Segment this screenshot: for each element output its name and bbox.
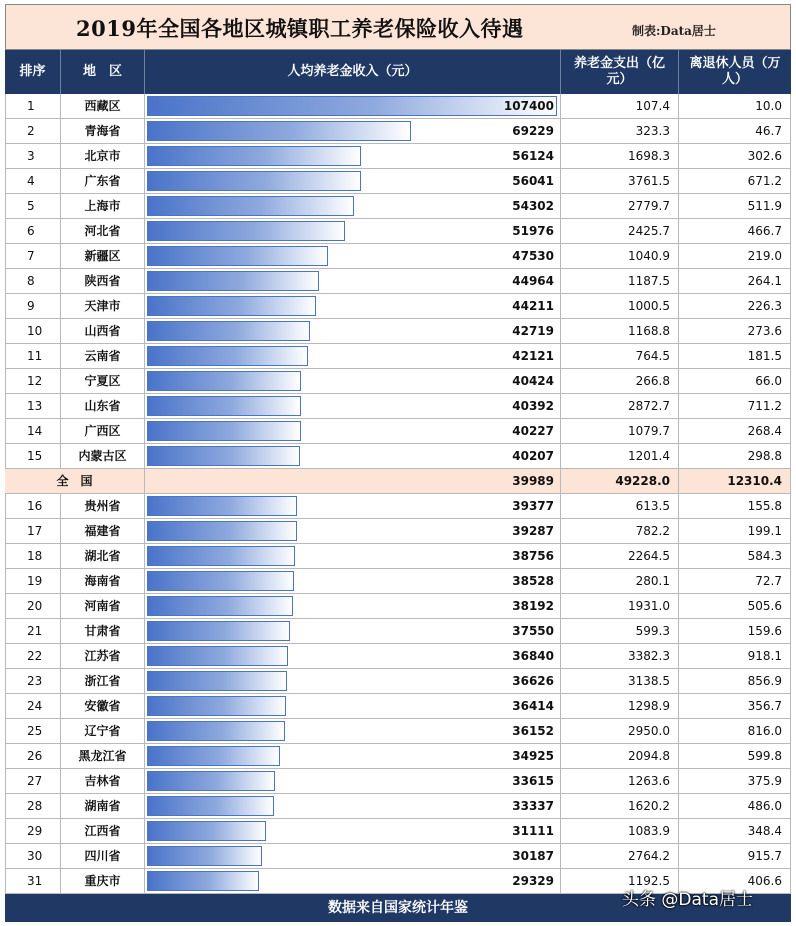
income-value: 36626	[512, 674, 554, 688]
income-cell	[145, 144, 561, 168]
income-value: 37550	[512, 624, 554, 638]
spend-cell: 1187.5	[561, 269, 679, 293]
region-cell: 陕西省	[61, 269, 145, 293]
income-bar	[147, 421, 301, 441]
income-bar	[147, 621, 290, 641]
table-row	[5, 544, 791, 569]
table-row	[5, 269, 791, 294]
rank-cell: 13	[5, 394, 61, 418]
rank-cell: 25	[5, 719, 61, 743]
table-row	[5, 444, 791, 469]
spend-cell: 613.5	[561, 494, 679, 518]
rank-cell: 22	[5, 644, 61, 668]
income-value: 44964	[512, 274, 554, 288]
people-cell: 226.3	[679, 294, 791, 318]
people-cell: 302.6	[679, 144, 791, 168]
region-cell: 河南省	[61, 594, 145, 618]
income-cell	[145, 844, 561, 868]
spend-cell: 3761.5	[561, 169, 679, 193]
spend-cell: 1192.5	[561, 869, 679, 893]
income-bar	[147, 796, 274, 816]
people-cell: 466.7	[679, 219, 791, 243]
rank-cell: 7	[5, 244, 61, 268]
table-row	[5, 619, 791, 644]
rank-cell: 19	[5, 569, 61, 593]
income-cell	[145, 169, 561, 193]
table-row	[5, 694, 791, 719]
people-cell: 264.1	[679, 269, 791, 293]
table-frame	[5, 4, 791, 922]
income-cell	[145, 769, 561, 793]
spend-cell: 107.4	[561, 94, 679, 118]
table-row	[5, 219, 791, 244]
income-bar	[147, 521, 297, 541]
income-cell	[145, 869, 561, 893]
income-bar	[147, 746, 280, 766]
income-value: 40392	[512, 399, 554, 413]
spend-cell: 2950.0	[561, 719, 679, 743]
region-cell: 湖北省	[61, 544, 145, 568]
income-cell	[145, 244, 561, 268]
people-cell: 298.8	[679, 444, 791, 468]
income-value: 42121	[512, 349, 554, 363]
income-bar	[147, 196, 354, 216]
rank-cell: 31	[5, 869, 61, 893]
income-cell	[145, 594, 561, 618]
people-cell: 10.0	[679, 94, 791, 118]
rank-cell: 27	[5, 769, 61, 793]
income-cell	[145, 619, 561, 643]
income-value: 39287	[512, 524, 554, 538]
footer-source: 数据来自国家统计年鉴	[5, 894, 791, 922]
region-cell: 浙江省	[61, 669, 145, 693]
page-title: 2019年全国各地区城镇职工养老保险收入待遇	[76, 16, 524, 41]
income-cell	[145, 794, 561, 818]
people-cell: 199.1	[679, 519, 791, 543]
rank-cell: 9	[5, 294, 61, 318]
table-row	[5, 344, 791, 369]
spend-cell: 49228.0	[561, 469, 679, 493]
income-value: 29329	[512, 874, 554, 888]
income-cell	[145, 744, 561, 768]
income-value: 31111	[512, 824, 554, 838]
income-value: 51976	[512, 224, 554, 238]
people-cell: 511.9	[679, 194, 791, 218]
region-cell: 上海市	[61, 194, 145, 218]
region-cell: 贵州省	[61, 494, 145, 518]
people-cell: 816.0	[679, 719, 791, 743]
income-value: 38528	[512, 574, 554, 588]
income-bar	[147, 571, 294, 591]
spend-cell: 1298.9	[561, 694, 679, 718]
income-value: 56124	[512, 149, 554, 163]
spend-cell: 1263.6	[561, 769, 679, 793]
income-bar	[147, 446, 300, 466]
income-cell	[145, 494, 561, 518]
spend-cell: 3138.5	[561, 669, 679, 693]
region-cell: 山西省	[61, 319, 145, 343]
people-cell: 584.3	[679, 544, 791, 568]
spend-cell: 1201.4	[561, 444, 679, 468]
income-cell	[145, 669, 561, 693]
income-value: 38756	[512, 549, 554, 563]
income-bar	[147, 121, 411, 141]
table-row	[5, 119, 791, 144]
national-label: 全 国	[5, 469, 145, 493]
income-cell	[145, 819, 561, 843]
people-cell: 46.7	[679, 119, 791, 143]
rank-cell: 17	[5, 519, 61, 543]
table-row	[5, 94, 791, 119]
table-row	[5, 419, 791, 444]
rank-cell: 11	[5, 344, 61, 368]
income-bar	[147, 396, 301, 416]
income-value: 39989	[512, 474, 554, 488]
table-row	[5, 144, 791, 169]
table-row	[5, 744, 791, 769]
rank-cell: 6	[5, 219, 61, 243]
rank-cell: 8	[5, 269, 61, 293]
people-cell: 273.6	[679, 319, 791, 343]
people-cell: 72.7	[679, 569, 791, 593]
people-cell: 356.7	[679, 694, 791, 718]
spend-cell: 1083.9	[561, 819, 679, 843]
income-cell	[145, 469, 561, 493]
region-cell: 西藏区	[61, 94, 145, 118]
people-cell: 505.6	[679, 594, 791, 618]
income-bar	[147, 596, 293, 616]
income-cell	[145, 394, 561, 418]
credit-label: 制表:Data居士	[632, 24, 716, 38]
income-bar	[147, 96, 557, 116]
income-cell	[145, 94, 561, 118]
income-value: 40207	[512, 449, 554, 463]
people-cell: 406.6	[679, 869, 791, 893]
income-value: 30187	[512, 849, 554, 863]
table-row	[5, 644, 791, 669]
income-cell	[145, 369, 561, 393]
income-value: 40227	[512, 424, 554, 438]
income-bar	[147, 246, 328, 266]
income-value: 40424	[512, 374, 554, 388]
income-value: 36414	[512, 699, 554, 713]
income-cell	[145, 269, 561, 293]
income-bar	[147, 221, 345, 241]
people-cell: 915.7	[679, 844, 791, 868]
spend-cell: 1000.5	[561, 294, 679, 318]
table-row	[5, 569, 791, 594]
region-cell: 云南省	[61, 344, 145, 368]
rank-cell: 10	[5, 319, 61, 343]
income-cell	[145, 194, 561, 218]
spend-cell: 764.5	[561, 344, 679, 368]
income-cell	[145, 294, 561, 318]
people-cell: 181.5	[679, 344, 791, 368]
spend-cell: 1168.8	[561, 319, 679, 343]
rank-cell: 24	[5, 694, 61, 718]
income-bar	[147, 871, 259, 891]
region-cell: 天津市	[61, 294, 145, 318]
header-people: 离退休人员（万人）	[679, 50, 791, 94]
table-row	[5, 319, 791, 344]
table-row	[5, 669, 791, 694]
income-bar	[147, 771, 275, 791]
rank-cell: 15	[5, 444, 61, 468]
income-bar	[147, 321, 310, 341]
income-bar	[147, 696, 286, 716]
region-cell: 甘肃省	[61, 619, 145, 643]
income-value: 33615	[512, 774, 554, 788]
rank-cell: 21	[5, 619, 61, 643]
region-cell: 内蒙古区	[61, 444, 145, 468]
region-cell: 北京市	[61, 144, 145, 168]
people-cell: 671.2	[679, 169, 791, 193]
rank-cell: 16	[5, 494, 61, 518]
national-row	[5, 469, 791, 494]
rank-cell: 28	[5, 794, 61, 818]
income-value: 44211	[512, 299, 554, 313]
people-cell: 375.9	[679, 769, 791, 793]
income-value: 54302	[512, 199, 554, 213]
region-cell: 辽宁省	[61, 719, 145, 743]
region-cell: 青海省	[61, 119, 145, 143]
income-value: 69229	[512, 124, 554, 138]
spend-cell: 3382.3	[561, 644, 679, 668]
region-cell: 江西省	[61, 819, 145, 843]
income-bar	[147, 271, 319, 291]
spend-cell: 1931.0	[561, 594, 679, 618]
table-row	[5, 844, 791, 869]
income-value: 56041	[512, 174, 554, 188]
table-row	[5, 819, 791, 844]
spend-cell: 1040.9	[561, 244, 679, 268]
income-value: 34925	[512, 749, 554, 763]
region-cell: 湖南省	[61, 794, 145, 818]
spend-cell: 323.3	[561, 119, 679, 143]
income-cell	[145, 719, 561, 743]
people-cell: 66.0	[679, 369, 791, 393]
region-cell: 四川省	[61, 844, 145, 868]
income-bar	[147, 846, 262, 866]
header-region: 地 区	[61, 50, 145, 94]
spend-cell: 280.1	[561, 569, 679, 593]
rank-cell: 23	[5, 669, 61, 693]
income-cell	[145, 319, 561, 343]
people-cell: 219.0	[679, 244, 791, 268]
table-row	[5, 194, 791, 219]
header-spend: 养老金支出（亿元）	[561, 50, 679, 94]
header-income: 人均养老金收入（元）	[145, 50, 561, 94]
region-cell: 安徽省	[61, 694, 145, 718]
income-bar	[147, 721, 285, 741]
rank-cell: 26	[5, 744, 61, 768]
spend-cell: 782.2	[561, 519, 679, 543]
spend-cell: 1698.3	[561, 144, 679, 168]
spend-cell: 2872.7	[561, 394, 679, 418]
region-cell: 黑龙江省	[61, 744, 145, 768]
spend-cell: 1620.2	[561, 794, 679, 818]
people-cell: 155.8	[679, 494, 791, 518]
rank-cell: 18	[5, 544, 61, 568]
income-cell	[145, 544, 561, 568]
people-cell: 711.2	[679, 394, 791, 418]
region-cell: 新疆区	[61, 244, 145, 268]
income-bar	[147, 371, 301, 391]
spend-cell: 2264.5	[561, 544, 679, 568]
spend-cell: 599.3	[561, 619, 679, 643]
rank-cell: 2	[5, 119, 61, 143]
region-cell: 海南省	[61, 569, 145, 593]
income-value: 107400	[503, 99, 554, 113]
income-cell	[145, 569, 561, 593]
table-row	[5, 769, 791, 794]
income-bar	[147, 671, 287, 691]
people-cell: 348.4	[679, 819, 791, 843]
people-cell: 918.1	[679, 644, 791, 668]
rank-cell: 30	[5, 844, 61, 868]
income-cell	[145, 644, 561, 668]
spend-cell: 2764.2	[561, 844, 679, 868]
income-cell	[145, 344, 561, 368]
income-value: 36840	[512, 649, 554, 663]
income-value: 36152	[512, 724, 554, 738]
people-cell: 268.4	[679, 419, 791, 443]
region-cell: 宁夏区	[61, 369, 145, 393]
income-cell	[145, 444, 561, 468]
people-cell: 599.8	[679, 744, 791, 768]
income-bar	[147, 821, 266, 841]
table-row	[5, 294, 791, 319]
region-cell: 福建省	[61, 519, 145, 543]
table-row	[5, 794, 791, 819]
income-bar	[147, 296, 316, 316]
rank-cell: 4	[5, 169, 61, 193]
title-bar	[5, 4, 791, 50]
income-cell	[145, 419, 561, 443]
income-cell	[145, 519, 561, 543]
table-row	[5, 244, 791, 269]
rank-cell: 5	[5, 194, 61, 218]
table-row	[5, 719, 791, 744]
income-value: 42719	[512, 324, 554, 338]
people-cell: 159.6	[679, 619, 791, 643]
income-bar	[147, 646, 288, 666]
income-bar	[147, 346, 308, 366]
spend-cell: 266.8	[561, 369, 679, 393]
rank-cell: 14	[5, 419, 61, 443]
table-row	[5, 519, 791, 544]
income-value: 39377	[512, 499, 554, 513]
watermark: 头条 @Data居士	[622, 890, 753, 910]
spend-cell: 1079.7	[561, 419, 679, 443]
rank-cell: 29	[5, 819, 61, 843]
table-row	[5, 494, 791, 519]
income-value: 33337	[512, 799, 554, 813]
income-value: 47530	[512, 249, 554, 263]
table-row	[5, 369, 791, 394]
region-cell: 江苏省	[61, 644, 145, 668]
region-cell: 重庆市	[61, 869, 145, 893]
region-cell: 广东省	[61, 169, 145, 193]
rank-cell: 1	[5, 94, 61, 118]
people-cell: 486.0	[679, 794, 791, 818]
header-rank: 排序	[5, 50, 61, 94]
rank-cell: 20	[5, 594, 61, 618]
income-bar	[147, 496, 297, 516]
people-cell: 856.9	[679, 669, 791, 693]
spend-cell: 2779.7	[561, 194, 679, 218]
people-cell: 12310.4	[679, 469, 791, 493]
spend-cell: 2094.8	[561, 744, 679, 768]
region-cell: 山东省	[61, 394, 145, 418]
table-row	[5, 394, 791, 419]
income-cell	[145, 694, 561, 718]
income-cell	[145, 219, 561, 243]
region-cell: 吉林省	[61, 769, 145, 793]
rank-cell: 12	[5, 369, 61, 393]
region-cell: 广西区	[61, 419, 145, 443]
income-bar	[147, 171, 361, 191]
income-value: 38192	[512, 599, 554, 613]
table-row	[5, 169, 791, 194]
income-cell	[145, 119, 561, 143]
region-cell: 河北省	[61, 219, 145, 243]
spend-cell: 2425.7	[561, 219, 679, 243]
income-bar	[147, 546, 295, 566]
income-bar	[147, 146, 361, 166]
table-row	[5, 594, 791, 619]
rank-cell: 3	[5, 144, 61, 168]
